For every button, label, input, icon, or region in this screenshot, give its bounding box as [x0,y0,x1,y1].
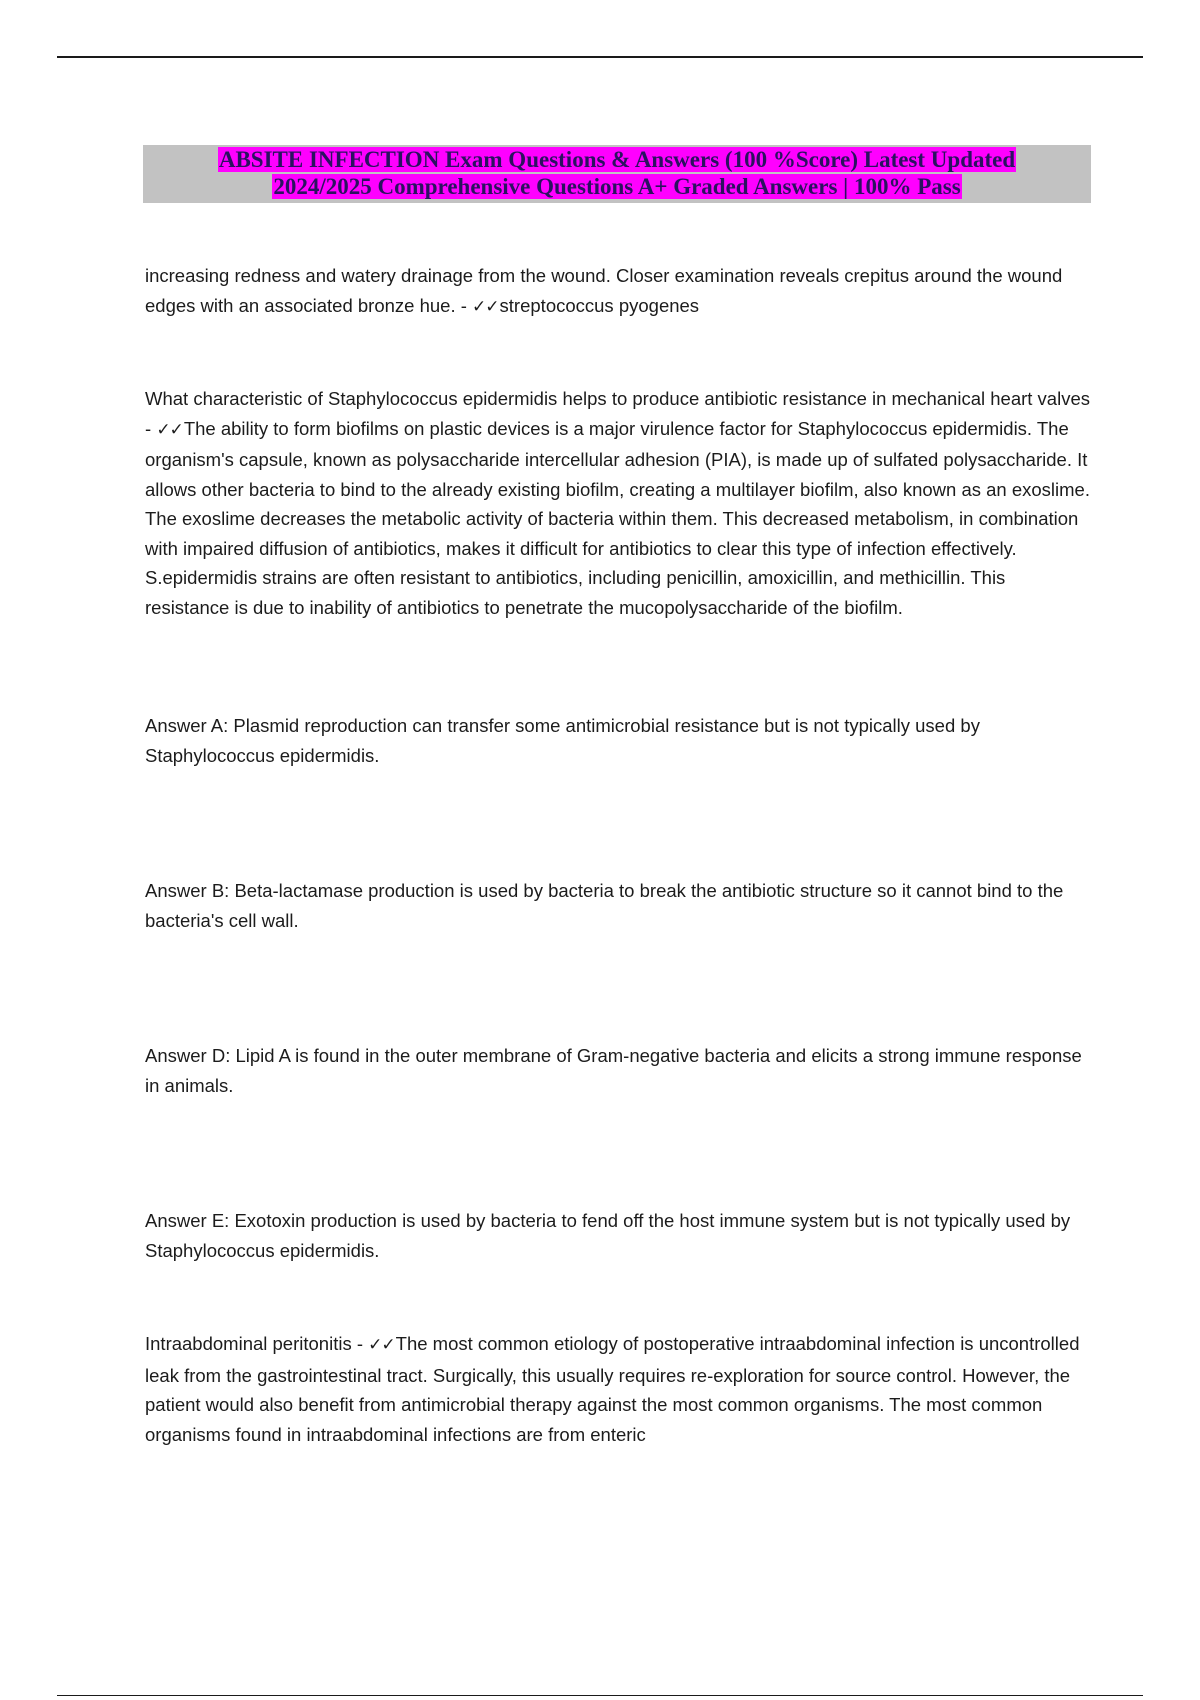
paragraph-answer-d: Answer D: Lipid A is found in the outer membrane of Gram-negative bacteria and elicits a strong immune response in animals. [145,1045,1082,1096]
paragraph-answer-b: Answer B: Beta-lactamase production is used by bacteria to break the antibiotic structure so it cannot bind to the bacteria's cell wall. [145,880,1064,931]
paragraph-answer-e: Answer E: Exotoxin production is used by bacteria to fend off the host immune system but is not typically used by Staphylococcus epidermidis. [145,1210,1071,1261]
paragraph-question-peritonitis: Intraabdominal peritonitis - ✓✓The most common etiology of postoperative intraabdominal infection is uncontrolled leak from the gastrointestinal tract. Surgically, this usually requires re-exploration for source control. However, the patient would also benefit from antimicrobial therapy against the most common organisms. The most common organisms found in intraabdominal infections are from enteric [145,1333,1080,1445]
checkmark-icon: ✓✓ [368,1335,395,1355]
document-title-line-2: 2024/2025 Comprehensive Questions A+ Graded Answers | 100% Pass [273,174,961,199]
paragraph-answer-a: Answer A: Plasmid reproduction can transfer some antimicrobial resistance but is not typically used by Staphylococcus epidermidis. [145,715,980,766]
paragraph-question-staph-epidermidis: What characteristic of Staphylococcus epidermidis helps to produce antibiotic resistance in mechanical heart valves - ✓✓The ability to form biofilms on plastic devices is a major virulence factor for Staphylococcus epidermidis. The organism's capsule, known as polysaccharide intercellular adhesion (PIA), is made up of sulfated polysaccharide. It allows other bacteria to bind to the already existing biofilm, creating a multilayer biofilm, also known as an exoslime. The exoslime decreases the metabolic activity of bacteria within them. This decreased metabolism, in combination with impaired diffusion of antibiotics, makes it difficult for antibiotics to clear this type of infection effectively. S.epidermidis strains are often resistant to antibiotics, including penicillin, amoxicillin, and methicillin. This resistance is due to inability of antibiotics to penetrate the mucopolysaccharide of the biofilm. [145,388,1090,618]
document-title-banner [143,145,1091,203]
header-rule [57,56,1143,58]
paragraph-answer-gas-gangrene: increasing redness and watery drainage from the wound. Closer examination reveals crepitus around the wound edges with an associated bronze hue. - ✓✓streptococcus pyogenes [145,265,1063,317]
footer-rule [57,1695,1143,1696]
document-title-line-1: ABSITE INFECTION Exam Questions & Answers (100 %Score) Latest Updated [218,147,1016,172]
checkmark-icon: ✓✓ [472,297,499,317]
checkmark-icon: ✓✓ [156,419,183,440]
